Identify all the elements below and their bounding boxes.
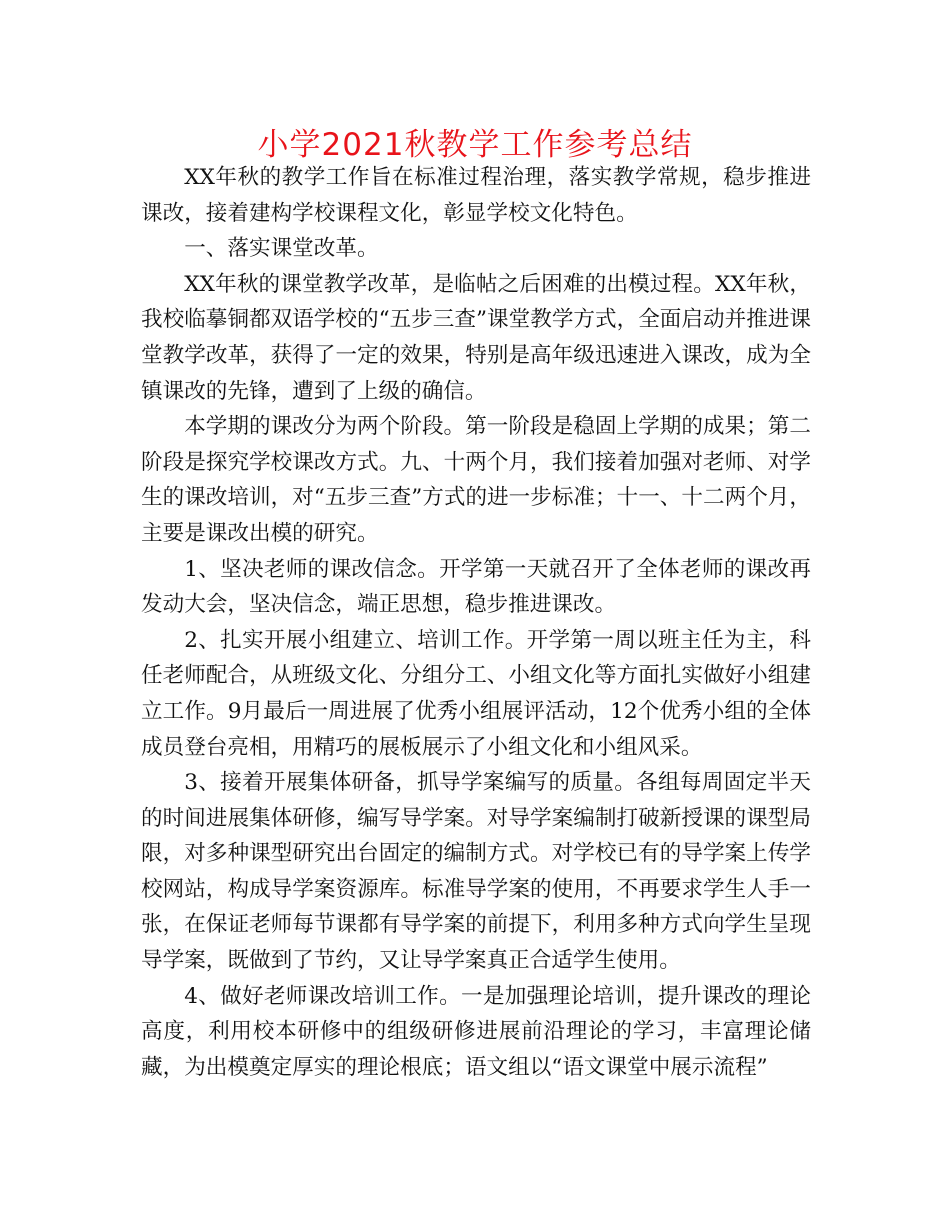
- paragraph-item-4: 4、做好老师课改培训工作。一是加强理论培训，提升课改的理论高度，利用校本研修中的组级研修进展前沿理论的学习，丰富理论储藏，为出模奠定厚实的理论根底；语文组以“语文课堂中展示流程”: [141, 983, 811, 1080]
- paragraph-two-stages: 本学期的课改分为两个阶段。第一阶段是稳固上学期的成果；第二阶段是探究学校课改方式。九、十两个月，我们接着加强对老师、对学生的课改培训，对“五步三查”方式的进一步标准；十一、十二两个月，主要是课改出模的研究。: [141, 414, 811, 546]
- paragraph-item-3: 3、接着开展集体研备，抓导学案编写的质量。各组每周固定半天的时间进展集体研修，编写导学案。对导学案编制打破新授课的课型局限，对多种课型研究出台固定的编制方式。对学校已有的导学案上传学校网站，构成导学案资源库。标准导学案的使用，不再要求学生人手一张，在保证老师每节课都有导学案的前提下，利用多种方式向学生呈现导学案，既做到了节约，又让导学案真正合适学生使用。: [141, 770, 811, 974]
- paragraph-item-2: 2、扎实开展小组建立、培训工作。开学第一周以班主任为主，科任老师配合，从班级文化、分组分工、小组文化等方面扎实做好小组建立工作。9月最后一周进展了优秀小组展评活动，12个优秀小组的全体成员登台亮相，用精巧的展板展示了小组文化和小组风采。: [141, 627, 811, 760]
- paragraph-item-1: 1、坚决老师的课改信念。开学第一天就召开了全体老师的课改再发动大会，坚决信念，端正思想，稳步推进课改。: [141, 556, 811, 618]
- paragraph-intro: XX年秋的教学工作旨在标准过程治理，落实教学常规，稳步推进课改，接着建构学校课程文化，彰显学校文化特色。: [141, 165, 811, 226]
- section-heading-1: 一、落实课堂改革。: [184, 236, 379, 262]
- paragraph-reform-overview: XX年秋的课堂教学改革，是临帖之后困难的出模过程。XX年秋，我校临摹铜都双语学校的“五步三查”课堂教学方式，全面启动并推进课堂教学改革，获得了一定的效果，特别是高年级迅速进入课改，成为全镇课改的先锋，遭到了上级的确信。: [141, 271, 811, 404]
- document-title: 小学2021秋教学工作参考总结: [257, 127, 693, 163]
- document-body: [141, 160, 811, 1085]
